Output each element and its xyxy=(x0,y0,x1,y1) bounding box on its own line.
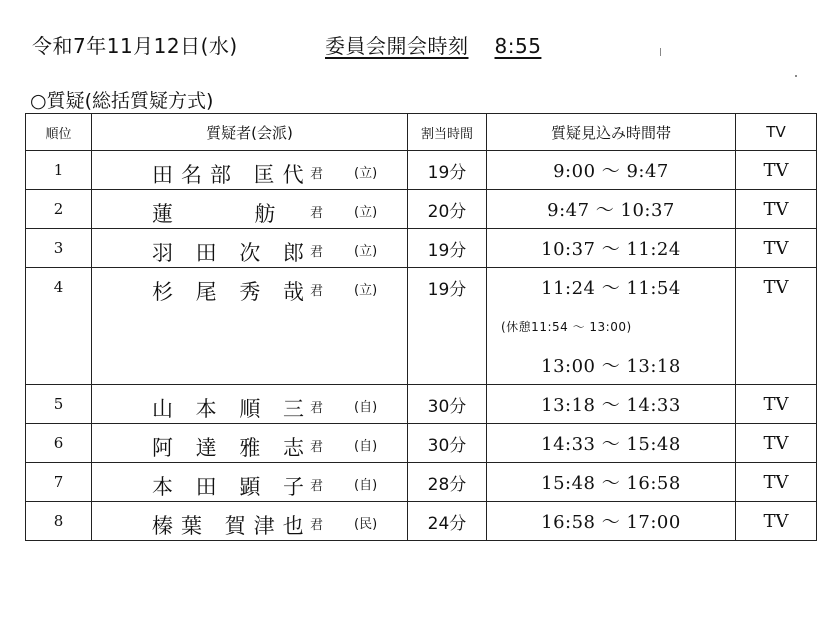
rank-cell: 3 xyxy=(26,229,92,268)
honorific: 君 xyxy=(310,440,324,455)
table-header-row xyxy=(26,114,817,151)
opening-time-line xyxy=(325,30,541,59)
questioner-name: 本 田 顕 子 xyxy=(152,475,313,499)
section-title: ○質疑(総括質疑方式) xyxy=(30,90,214,112)
opening-label: 委員会開会時刻 xyxy=(325,34,469,58)
questioner-cell xyxy=(92,424,408,463)
honorific: 君 xyxy=(310,284,324,299)
questioner-name: 田名部 匡代 xyxy=(152,163,312,187)
table-row-continuation xyxy=(26,346,817,385)
allotted-cell: 30分 xyxy=(408,424,487,463)
questioner-cell xyxy=(92,502,408,541)
empty-cell xyxy=(736,346,817,385)
empty-cell xyxy=(408,346,487,385)
table-row xyxy=(26,229,817,268)
questioner-cell xyxy=(92,268,408,307)
rank-cell: 4 xyxy=(26,268,92,307)
header-time-slot: 質疑見込み時間帯 xyxy=(487,114,736,151)
table-row xyxy=(26,190,817,229)
table-row xyxy=(26,151,817,190)
party-tag: (自) xyxy=(354,439,378,454)
questioner-cell xyxy=(92,229,408,268)
rank-cell: 7 xyxy=(26,463,92,502)
party-tag: (自) xyxy=(354,400,378,415)
time-slot-cell: 9:00 ～ 9:47 xyxy=(487,151,736,190)
tv-cell: TV xyxy=(736,424,817,463)
party-tag: (立) xyxy=(354,244,378,259)
questioner-name: 蓮 舫 xyxy=(152,202,284,226)
party-tag: (自) xyxy=(354,478,378,493)
honorific: 君 xyxy=(310,518,324,533)
questioner-cell xyxy=(92,385,408,424)
party-tag: (立) xyxy=(354,283,378,298)
tv-cell: TV xyxy=(736,385,817,424)
header-rank: 順位 xyxy=(26,114,92,151)
honorific: 君 xyxy=(310,479,324,494)
time-slot-cell: 14:33 ～ 15:48 xyxy=(487,424,736,463)
questioner-name: 山 本 順 三 xyxy=(152,397,313,421)
party-tag: (立) xyxy=(354,205,378,220)
questioner-name: 羽 田 次 郎 xyxy=(152,241,313,265)
table-row xyxy=(26,268,817,307)
table-row-continuation xyxy=(26,306,817,346)
rank-cell: 6 xyxy=(26,424,92,463)
tv-label: TV xyxy=(763,276,789,298)
tv-cell: TV xyxy=(736,151,817,190)
header-allotted: 割当時間 xyxy=(408,114,487,151)
document-header xyxy=(32,30,542,59)
allotted-cell: 19分 xyxy=(408,229,487,268)
allotted-cell: 28分 xyxy=(408,463,487,502)
rank-cell: 5 xyxy=(26,385,92,424)
time-slot-cell: 11:24 ～ 11:54 xyxy=(487,268,736,307)
allotted-cell: 19分 xyxy=(408,268,487,307)
tv-cell: TV xyxy=(736,229,817,268)
rank-cell: 8 xyxy=(26,502,92,541)
time-slot-cell: 13:18 ～ 14:33 xyxy=(487,385,736,424)
allotted-cell: 30分 xyxy=(408,385,487,424)
header-tv: TV xyxy=(736,114,817,151)
empty-cell xyxy=(92,346,408,385)
honorific: 君 xyxy=(310,206,324,221)
recess-note: (休憩11:54 ～ 13:00) xyxy=(487,306,736,346)
table-row xyxy=(26,385,817,424)
allotted-cell: 24分 xyxy=(408,502,487,541)
party-tag: (民) xyxy=(354,517,378,532)
time-slot-cell: 16:58 ～ 17:00 xyxy=(487,502,736,541)
honorific: 君 xyxy=(310,401,324,416)
honorific: 君 xyxy=(310,167,324,182)
tv-cell: TV xyxy=(736,502,817,541)
empty-cell xyxy=(92,306,408,346)
allotted-cell: 20分 xyxy=(408,190,487,229)
header-questioner: 質疑者(会派) xyxy=(92,114,408,151)
time-slot-cell: 15:48 ～ 16:58 xyxy=(487,463,736,502)
tv-cell: TV xyxy=(736,190,817,229)
time-slot-cell: 9:47 ～ 10:37 xyxy=(487,190,736,229)
rank-cell: 2 xyxy=(26,190,92,229)
honorific: 君 xyxy=(310,245,324,260)
rank-cell: 1 xyxy=(26,151,92,190)
empty-cell xyxy=(736,306,817,346)
questioning-schedule-table xyxy=(25,113,817,541)
session-date: 令和7年11月12日(水) xyxy=(32,34,238,58)
table-row xyxy=(26,502,817,541)
questioner-cell xyxy=(92,463,408,502)
table-row xyxy=(26,424,817,463)
empty-cell xyxy=(26,306,92,346)
time-slot-cell: 13:00 ～ 13:18 xyxy=(487,346,736,385)
scan-speck xyxy=(660,48,661,56)
questioner-name: 杉 尾 秀 哉 xyxy=(152,280,313,304)
questioner-cell xyxy=(92,190,408,229)
opening-time: 8:55 xyxy=(494,34,542,58)
table-row xyxy=(26,463,817,502)
empty-cell xyxy=(408,306,487,346)
time-slot-cell: 10:37 ～ 11:24 xyxy=(487,229,736,268)
tv-cell xyxy=(736,268,817,307)
questioner-cell xyxy=(92,151,408,190)
questioner-name: 榛葉 賀津也 xyxy=(152,514,312,538)
party-tag: (立) xyxy=(354,166,378,181)
scan-speck xyxy=(795,75,797,77)
allotted-cell: 19分 xyxy=(408,151,487,190)
questioner-name: 阿 達 雅 志 xyxy=(152,436,313,460)
tv-cell: TV xyxy=(736,463,817,502)
empty-cell xyxy=(26,346,92,385)
